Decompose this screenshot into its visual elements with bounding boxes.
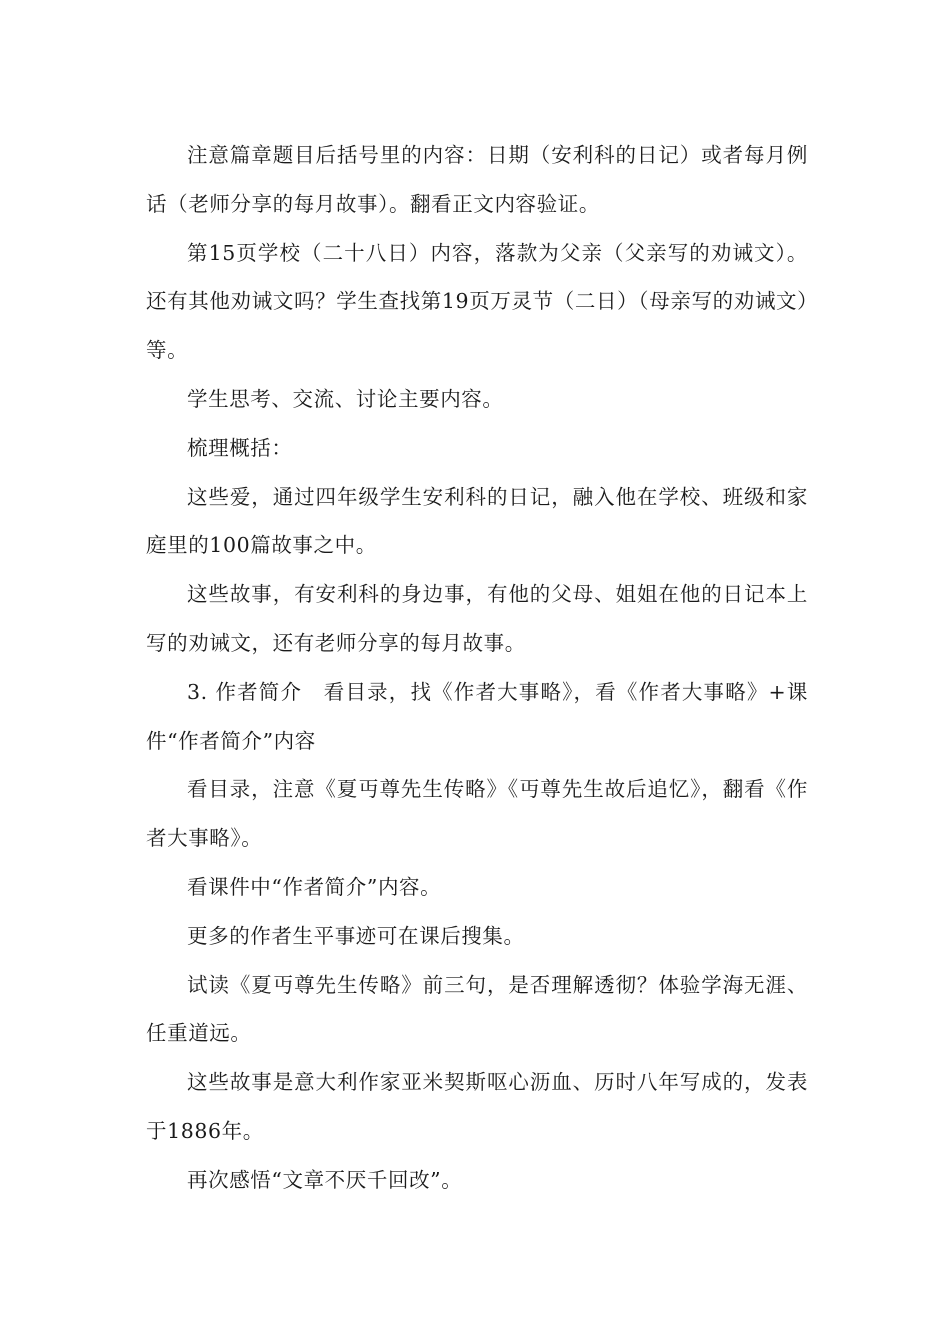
paragraph-author-intro-heading: 3. 作者简介 看目录，找《作者大事略》，看《作者大事略》+课件“作者简介”内容: [146, 679, 808, 753]
paragraph-summary-stories: 这些故事，有安利科的身边事，有他的父母、姐姐在他的日记本上写的劝诫文，还有老师分享的每月故事。: [146, 582, 808, 655]
paragraph-summary-love: 这些爱，通过四年级学生安利科的日记，融入他在学校、班级和家庭里的100篇故事之中。: [146, 484, 808, 558]
document-body: [146, 131, 808, 1205]
paragraph-bracket-notes: 注意篇章题目后括号里的内容：日期（安利科的日记）或者每月例话（老师分享的每月故事）。翻看正文内容验证。: [146, 143, 808, 216]
paragraph-summary-heading: 梳理概括：: [187, 435, 293, 460]
paragraph-catalog-note: 看目录，注意《夏丏尊先生传略》《丏尊先生故后追忆》，翻看《作者大事略》。: [146, 777, 808, 851]
paragraph-exhortation-letters: 第15页学校（二十八日）内容，落款为父亲（父亲写的劝诫文）。还有其他劝诫文吗？学生查找第19页万灵节（二日）（母亲写的劝诫文）等。: [146, 240, 808, 363]
paragraph-revision-quote: 再次感悟“文章不厌千回改”。: [187, 1167, 463, 1192]
paragraph-author-writing: 这些故事是意大利作家亚米契斯呕心沥血、历时八年写成的，发表于1886年。: [146, 1070, 808, 1143]
paragraph-more-deeds: 更多的作者生平事迹可在课后搜集。: [187, 923, 525, 948]
paragraph-student-discussion: 学生思考、交流、讨论主要内容。: [187, 386, 504, 411]
paragraph-trial-reading: 试读《夏丏尊先生传略》前三句，是否理解透彻？体验学海无涯、任重道远。: [146, 972, 808, 1046]
paragraph-courseware: 看课件中“作者简介”内容。: [187, 874, 442, 899]
